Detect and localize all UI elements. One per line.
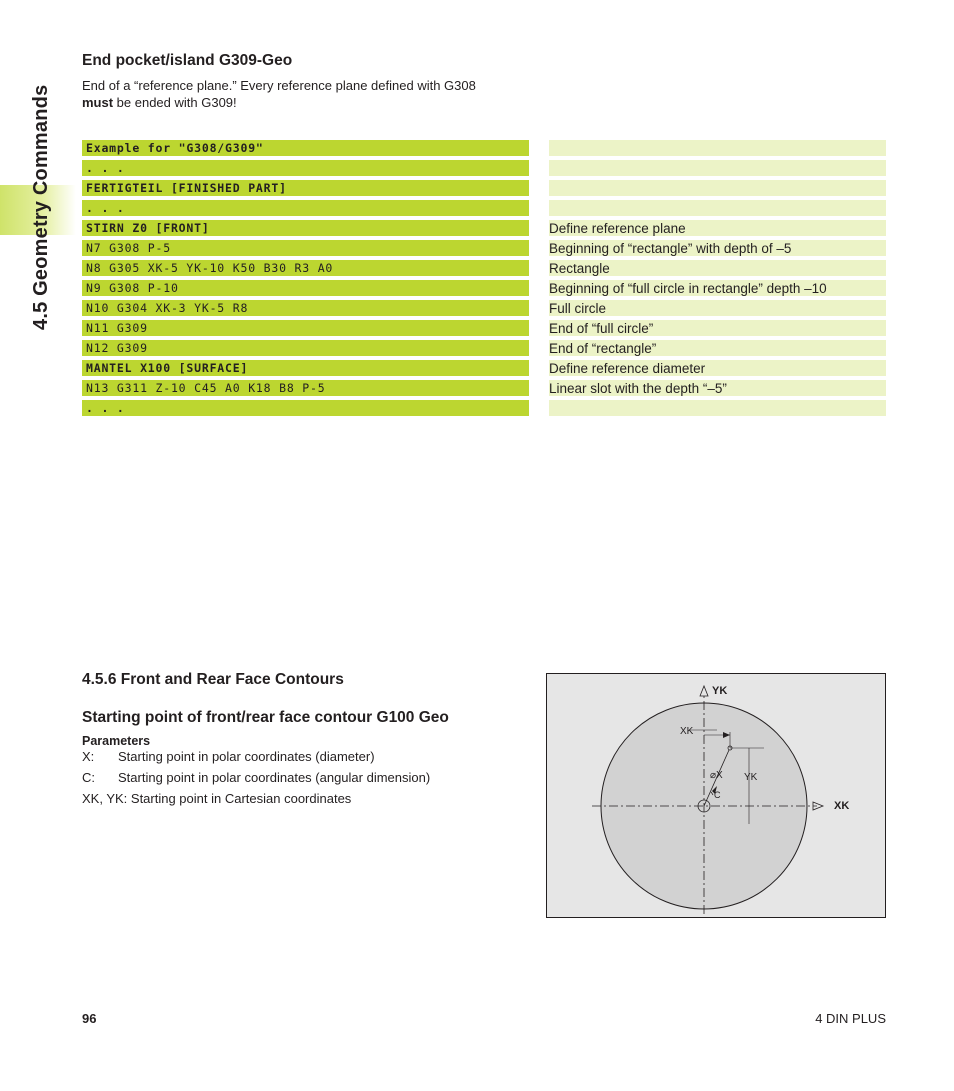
code-cell: N13 G311 Z-10 C45 A0 K18 B8 P-5 bbox=[82, 380, 529, 396]
column-gap bbox=[529, 240, 549, 256]
y-axis-arrow bbox=[700, 686, 708, 696]
param-key: C: bbox=[82, 770, 95, 785]
description-cell: End of “rectangle” bbox=[549, 340, 886, 356]
code-row bbox=[82, 240, 886, 256]
description-cell bbox=[549, 400, 886, 416]
code-cell: FERTIGTEIL [FINISHED PART] bbox=[82, 180, 529, 196]
parameters-label: Parameters bbox=[82, 734, 151, 748]
param-text: Starting point in polar coordinates (angular dimension) bbox=[118, 770, 431, 785]
description-cell: End of “full circle” bbox=[549, 320, 886, 336]
param-xk-yk: XK, YK: Starting point in Cartesian coordinates bbox=[82, 791, 352, 806]
code-row bbox=[82, 280, 886, 296]
column-gap bbox=[529, 320, 549, 336]
code-row bbox=[82, 400, 886, 416]
chapter-footer: 4 DIN PLUS bbox=[815, 1011, 886, 1026]
code-row bbox=[82, 360, 886, 376]
description-cell bbox=[549, 200, 886, 216]
code-cell: N7 G308 P-5 bbox=[82, 240, 529, 256]
code-cell: N12 G309 bbox=[82, 340, 529, 356]
description-line2: be ended with G309! bbox=[113, 95, 237, 110]
code-cell: STIRN Z0 [FRONT] bbox=[82, 220, 529, 236]
param-key: X: bbox=[82, 749, 95, 764]
description-cell: Rectangle bbox=[549, 260, 886, 276]
diameter-label: ⌀X bbox=[710, 770, 723, 781]
code-row bbox=[82, 300, 886, 316]
example-code-table bbox=[82, 136, 886, 420]
code-row bbox=[82, 140, 886, 156]
y-axis-label: YK bbox=[712, 685, 728, 697]
code-cell: . . . bbox=[82, 400, 529, 416]
column-gap bbox=[529, 380, 549, 396]
yk-dimension-label: YK bbox=[744, 772, 758, 783]
description-cell: Linear slot with the depth “–5” bbox=[549, 380, 886, 396]
description-cell: Define reference diameter bbox=[549, 360, 886, 376]
code-row bbox=[82, 180, 886, 196]
description-cell bbox=[549, 180, 886, 196]
description-cell bbox=[549, 160, 886, 176]
code-row bbox=[82, 320, 886, 336]
code-cell: N8 G305 XK-5 YK-10 K50 B30 R3 A0 bbox=[82, 260, 529, 276]
column-gap bbox=[529, 140, 549, 156]
column-gap bbox=[529, 360, 549, 376]
code-cell: Example for "G308/G309" bbox=[82, 140, 529, 156]
description-emphasis: must bbox=[82, 95, 114, 110]
code-cell: MANTEL X100 [SURFACE] bbox=[82, 360, 529, 376]
column-gap bbox=[529, 220, 549, 236]
code-row bbox=[82, 380, 886, 396]
section-description bbox=[82, 77, 522, 111]
code-cell: N10 G304 XK-3 YK-5 R8 bbox=[82, 300, 529, 316]
description-cell bbox=[549, 140, 886, 156]
description-cell: Define reference plane bbox=[549, 220, 886, 236]
code-cell: . . . bbox=[82, 200, 529, 216]
column-gap bbox=[529, 340, 549, 356]
section-heading-g309: End pocket/island G309-Geo bbox=[82, 52, 293, 69]
face-contour-figure bbox=[546, 673, 886, 918]
g100-heading: Starting point of front/rear face contour G100 Geo bbox=[82, 709, 449, 726]
description-line1: End of a “reference plane.” Every reference plane defined with G308 bbox=[82, 78, 476, 93]
description-cell: Full circle bbox=[549, 300, 886, 316]
column-gap bbox=[529, 260, 549, 276]
code-cell: . . . bbox=[82, 160, 529, 176]
code-row bbox=[82, 200, 886, 216]
column-gap bbox=[529, 160, 549, 176]
column-gap bbox=[529, 300, 549, 316]
column-gap bbox=[529, 280, 549, 296]
x-axis-label: XK bbox=[834, 800, 850, 812]
page-number: 96 bbox=[82, 1011, 97, 1026]
param-x bbox=[82, 749, 375, 764]
contour-diagram bbox=[547, 674, 885, 917]
column-gap bbox=[529, 400, 549, 416]
code-row bbox=[82, 220, 886, 236]
param-text: Starting point in polar coordinates (diameter) bbox=[118, 749, 375, 764]
code-row bbox=[82, 260, 886, 276]
description-cell: Beginning of “full circle in rectangle” depth –10 bbox=[549, 280, 886, 296]
angle-label: C bbox=[714, 790, 721, 800]
subsection-heading: 4.5.6 Front and Rear Face Contours bbox=[82, 671, 344, 688]
chapter-title: 4.5 Geometry Commands bbox=[30, 84, 52, 330]
column-gap bbox=[529, 180, 549, 196]
code-cell: N11 G309 bbox=[82, 320, 529, 336]
code-row bbox=[82, 340, 886, 356]
code-cell: N9 G308 P-10 bbox=[82, 280, 529, 296]
param-c bbox=[82, 770, 430, 785]
xk-dimension-label: XK bbox=[680, 726, 694, 737]
description-cell: Beginning of “rectangle” with depth of –5 bbox=[549, 240, 886, 256]
column-gap bbox=[529, 200, 549, 216]
code-row bbox=[82, 160, 886, 176]
